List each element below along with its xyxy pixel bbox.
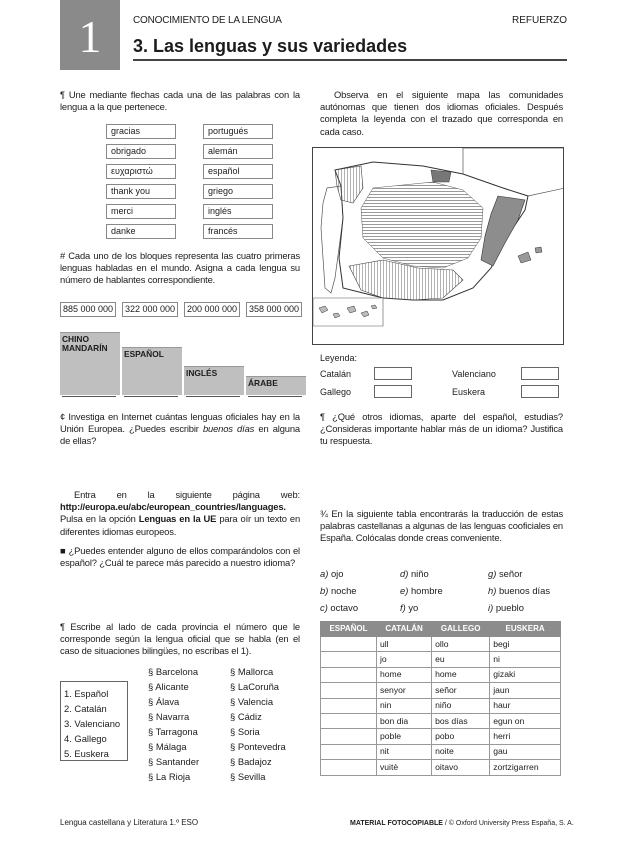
table-cell: bos días [432, 713, 490, 728]
ex1-instruction: ¶ Une mediante flechas cada una de las palabras con la lengua a la que pertenece. [60, 89, 300, 113]
word-option [320, 585, 357, 597]
table-header: GALLEGO [432, 622, 490, 637]
bar-label-line-2: MANDARÍN [62, 342, 108, 353]
option-word: noche [330, 585, 357, 596]
province-item[interactable]: § Málaga [148, 741, 187, 752]
table-cell: ollo [432, 637, 490, 652]
bar-label-line-1: ESPAÑOL [124, 349, 164, 359]
table-cell: señor [432, 683, 490, 698]
province-item[interactable]: § Santander [148, 756, 200, 767]
option-word: buenos días [498, 585, 551, 596]
table-row [321, 729, 561, 744]
word-option [488, 585, 550, 597]
answer-line[interactable] [248, 396, 302, 397]
word-box[interactable]: danke [106, 224, 176, 239]
option-word: pueblo [495, 602, 524, 613]
ex6-instruction: ¾ En la siguiente tabla encontrarás la traducción de estas palabras castellanas a algunas de las lenguas cooficiales en España. Colócalas donde creas conveniente. [320, 508, 563, 544]
answer-cell[interactable] [321, 729, 377, 744]
province-item[interactable]: § Cádiz [230, 711, 262, 722]
speaker-count-box: 322 000 000 [122, 302, 178, 317]
answer-cell[interactable] [321, 760, 377, 775]
legend-title: Leyenda: [320, 353, 358, 363]
title-rule [133, 59, 567, 61]
answer-cell[interactable] [321, 637, 377, 652]
speaker-count-box: 885 000 000 [60, 302, 116, 317]
province-item[interactable]: § Pontevedra [230, 741, 286, 752]
table-cell: gizaki [490, 667, 561, 682]
language-box[interactable]: alemán [203, 144, 273, 159]
province-item[interactable]: § Sevilla [230, 771, 266, 782]
language-item: 3. Valenciano [64, 718, 121, 729]
answer-cell[interactable] [321, 698, 377, 713]
option-letter: e) [400, 585, 409, 596]
language-bar-label [62, 335, 108, 353]
table-header: ESPAÑOL [321, 622, 377, 637]
province-column-2 [230, 664, 286, 784]
ex2-instruction: # Cada uno de los bloques representa las cuatro primeras lenguas habladas en el mundo. Asigna a cada lengua su número de hablantes correspondiente. [60, 250, 300, 286]
table-cell: ni [490, 652, 561, 667]
table-row [321, 637, 561, 652]
bar-label-line-1: CHINO [62, 334, 89, 344]
web-paragraph: Entra en la siguiente página web: http://europa.eu/abc/european_countries/languages. Pulsa en la opción Lenguas en la UE para oír un texto en diferentes idiomas europeos. [60, 489, 301, 537]
word-option [400, 585, 443, 597]
word-option [320, 602, 358, 614]
option-letter: d) [400, 568, 409, 579]
translation-table [320, 621, 561, 776]
option-word: hombre [410, 585, 443, 596]
footer-book-title: Lengua castellana y Literatura 1.º ESO [60, 818, 199, 827]
table-cell: jo [376, 652, 431, 667]
bar-label-line-1: ÁRABE [248, 378, 278, 388]
province-item[interactable]: § Alicante [148, 681, 189, 692]
spain-map-svg [313, 148, 564, 345]
province-item[interactable]: § Álava [148, 696, 180, 707]
official-language-list [60, 681, 128, 761]
language-bar-label [248, 379, 278, 388]
legend-label-catalan: Catalán [320, 369, 352, 379]
table-cell: ull [376, 637, 431, 652]
word-box[interactable]: gracias [106, 124, 176, 139]
province-item[interactable]: § Mallorca [230, 666, 274, 677]
legend-box-catalan[interactable] [374, 367, 412, 380]
province-item[interactable]: § Valencia [230, 696, 274, 707]
answer-cell[interactable] [321, 652, 377, 667]
province-item[interactable]: § Soria [230, 726, 260, 737]
unit-number: 1 [60, 0, 120, 70]
table-row [321, 698, 561, 713]
ex5-instruction: ¶ Escribe al lado de cada provincia el número que le corresponde según la lengua oficial que se habla (en el caso de situaciones bilingües, no escribas el 1). [60, 621, 300, 657]
table-cell: egun on [490, 713, 561, 728]
option-word: octavo [330, 602, 359, 613]
option-letter: b) [320, 585, 329, 596]
table-cell: pobo [432, 729, 490, 744]
table-cell: poble [376, 729, 431, 744]
table-cell: eu [432, 652, 490, 667]
option-letter: a) [320, 568, 329, 579]
province-item[interactable]: § Navarra [148, 711, 190, 722]
table-header: EUSKERA [490, 622, 561, 637]
answer-line[interactable] [62, 396, 116, 397]
answer-line[interactable] [186, 396, 240, 397]
province-item[interactable]: § Badajoz [230, 756, 272, 767]
table-cell: nit [376, 744, 431, 759]
legend-box-valenciano[interactable] [521, 367, 559, 380]
word-option [488, 602, 524, 614]
legend-label-gallego: Gallego [320, 387, 352, 397]
answer-cell[interactable] [321, 744, 377, 759]
table-cell: oitavo [432, 760, 490, 775]
web-url[interactable]: http://europa.eu/abc/european_countries/languages. [60, 501, 286, 513]
table-cell: jaun [490, 683, 561, 698]
map-instruction: Observa en el siguiente mapa las comunidades autónomas que tienen dos idiomas oficiales. Después completa la leyenda con el trazado que corresponda en cada caso. [320, 89, 563, 137]
footer-copyright: MATERIAL FOTOCOPIABLE / © Oxford University Press España, S. A. [350, 820, 574, 827]
language-box[interactable]: griego [203, 184, 273, 199]
refuerzo-tag: REFUERZO [512, 15, 567, 26]
answer-cell[interactable] [321, 667, 377, 682]
option-letter: i) [488, 602, 494, 613]
section-label: CONOCIMIENTO DE LA LENGUA [133, 15, 282, 26]
table-cell: zortzigarren [490, 760, 561, 775]
word-box[interactable]: obrigado [106, 144, 176, 159]
option-word: yo [408, 602, 419, 613]
speaker-count-box: 358 000 000 [246, 302, 302, 317]
word-box[interactable]: merci [106, 204, 176, 219]
language-box[interactable]: francés [203, 224, 273, 239]
table-header: CATALÁN [376, 622, 431, 637]
table-row [321, 652, 561, 667]
table-cell: bon dia [376, 713, 431, 728]
table-cell: senyor [376, 683, 431, 698]
word-option [400, 602, 418, 614]
option-word: ojo [330, 568, 344, 579]
table-cell: vuitè [376, 760, 431, 775]
table-row [321, 667, 561, 682]
answer-line[interactable] [124, 396, 178, 397]
word-option [488, 568, 522, 580]
ex4-instruction: ¶ ¿Qué otros idiomas, aparte del español, estudias? ¿Consideras importante hablar más de un idioma? Justifica tu respuesta. [320, 411, 563, 447]
table-cell: home [376, 667, 431, 682]
page-title: 3. Las lenguas y sus variedades [133, 36, 408, 56]
legend-label-valenciano: Valenciano [452, 369, 496, 379]
legend-label-euskera: Euskera [452, 387, 486, 397]
language-bar-label [124, 350, 164, 359]
table-cell: noite [432, 744, 490, 759]
language-bar-label [186, 369, 217, 378]
option-word: señor [498, 568, 523, 579]
table-row [321, 683, 561, 698]
legend-box-gallego[interactable] [374, 385, 412, 398]
table-cell: herri [490, 729, 561, 744]
province-item[interactable]: § La Rioja [148, 771, 191, 782]
table-cell: begi [490, 637, 561, 652]
language-item: 5. Euskera [64, 748, 109, 759]
spain-map [312, 147, 564, 345]
word-option [320, 568, 343, 580]
option-letter: g) [488, 568, 497, 579]
table-cell: niño [432, 698, 490, 713]
table-cell: home [432, 667, 490, 682]
table-row [321, 713, 561, 728]
option-letter: h) [488, 585, 497, 596]
table-cell: haur [490, 698, 561, 713]
province-item[interactable]: § Barcelona [148, 666, 199, 677]
language-box[interactable]: inglés [203, 204, 273, 219]
bar-label-line-1: INGLÉS [186, 368, 218, 378]
table-row [321, 760, 561, 775]
language-box[interactable]: español [203, 164, 273, 179]
language-item: 2. Catalán [64, 703, 107, 714]
word-box[interactable]: ευχαριστώ [106, 164, 176, 179]
language-item: 4. Gallego [64, 733, 107, 744]
speaker-count-box: 200 000 000 [184, 302, 240, 317]
table-cell: gau [490, 744, 561, 759]
table-cell: nin [376, 698, 431, 713]
language-box[interactable]: portugués [203, 124, 273, 139]
word-option [400, 568, 429, 580]
ex3-instruction: ¢ Investiga en Internet cuántas lenguas oficiales hay en la Unión Europea. ¿Puedes escribir buenos días en alguna de ellas? [60, 411, 300, 447]
table-row [321, 744, 561, 759]
option-letter: f) [400, 602, 406, 613]
option-letter: c) [320, 602, 328, 613]
province-item[interactable]: § Tarragona [148, 726, 198, 737]
word-box[interactable]: thank you [106, 184, 176, 199]
province-item[interactable]: § LaCoruña [230, 681, 279, 692]
language-item: 1. Español [64, 688, 109, 699]
answer-cell[interactable] [321, 713, 377, 728]
web-question: ■ ¿Puedes entender alguno de ellos comparándolos con el español? ¿Cuál te parece más parecido a nuestro idioma? [60, 545, 300, 569]
answer-cell[interactable] [321, 683, 377, 698]
province-column-1 [148, 664, 199, 784]
option-word: niño [410, 568, 429, 579]
legend-box-euskera[interactable] [521, 385, 559, 398]
